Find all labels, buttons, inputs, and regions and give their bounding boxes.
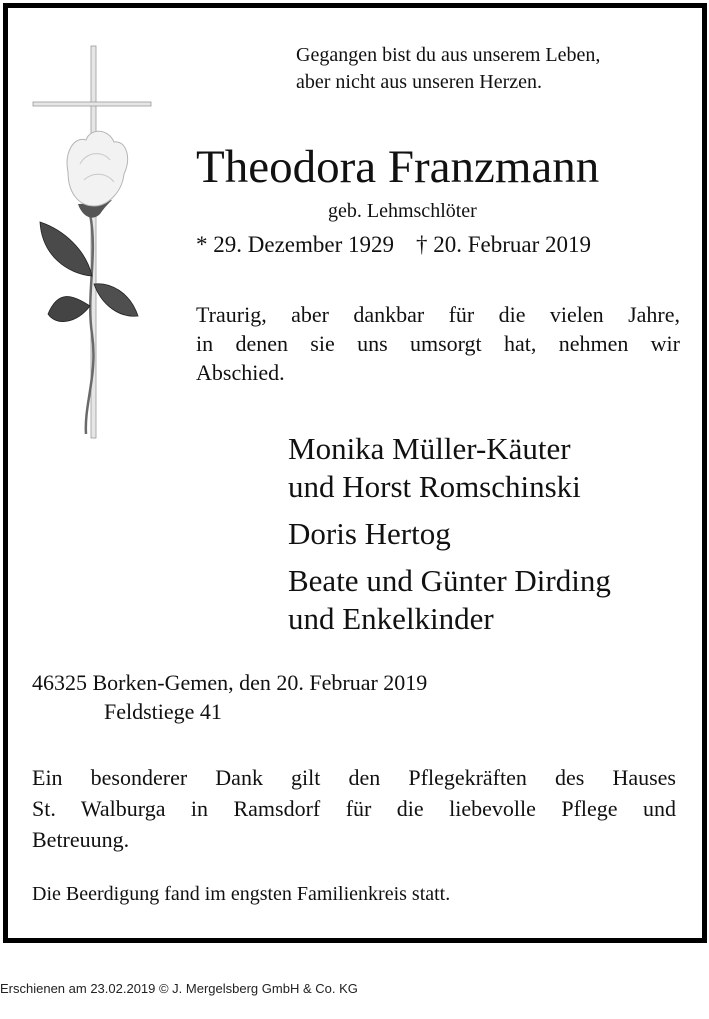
thanks-line: St. Walburga in Ramsdorf für die liebevolle Pflege und [32,796,676,821]
place-and-date: 46325 Borken-Gemen, den 20. Februar 2019 [32,670,428,695]
thanks-note [32,762,676,855]
rose-leaf-upper [40,222,92,276]
message-line: Traurig, aber dankbar für die vielen Jahre, [196,302,680,327]
life-dates [196,230,591,260]
rose-leaf-lower-right [94,284,138,316]
mourner-group [288,562,611,638]
birth-name: geb. Lehmschlöter [328,200,477,222]
mourner-line: Monika Müller-Käuter [288,431,571,466]
birth-date: * 29. Dezember 1929 [196,232,394,257]
cross-with-rose-illustration [28,44,158,444]
deceased-name: Theodora Franzmann [196,141,600,193]
thanks-line: Ein besonderer Dank gilt den Pflegekräften des Hauses [32,765,676,790]
epigraph-line: aber nicht aus unseren Herzen. [296,71,542,93]
mourner-group [288,515,611,553]
mourner-line: und Enkelkinder [288,601,494,636]
cross-horizontal-beam [33,102,151,106]
farewell-message [196,300,680,387]
mourner-line: Beate und Günter Dirding [288,563,611,598]
publication-footer: Erschienen am 23.02.2019 © J. Mergelsberg GmbH & Co. KG [0,981,358,996]
message-line: in denen sie uns umsorgt hat, nehmen wir [196,331,680,356]
death-date: † 20. Februar 2019 [416,232,592,257]
mourner-line: Doris Hertog [288,516,451,551]
epigraph [296,42,696,96]
street-address: Feldstiege 41 [104,699,222,724]
address-block [32,668,427,726]
mourners-list [288,430,611,647]
epigraph-line: Gegangen bist du aus unserem Leben, [296,44,601,66]
mourner-group [288,430,611,506]
thanks-line: Betreuung. [32,827,130,852]
rose-bloom [67,131,128,206]
rose-leaf-lower-left [48,296,90,321]
mourner-line: und Horst Romschinski [288,469,581,504]
message-line: Abschied. [196,360,285,385]
burial-note: Die Beerdigung fand im engsten Familienkreis statt. [32,883,451,905]
